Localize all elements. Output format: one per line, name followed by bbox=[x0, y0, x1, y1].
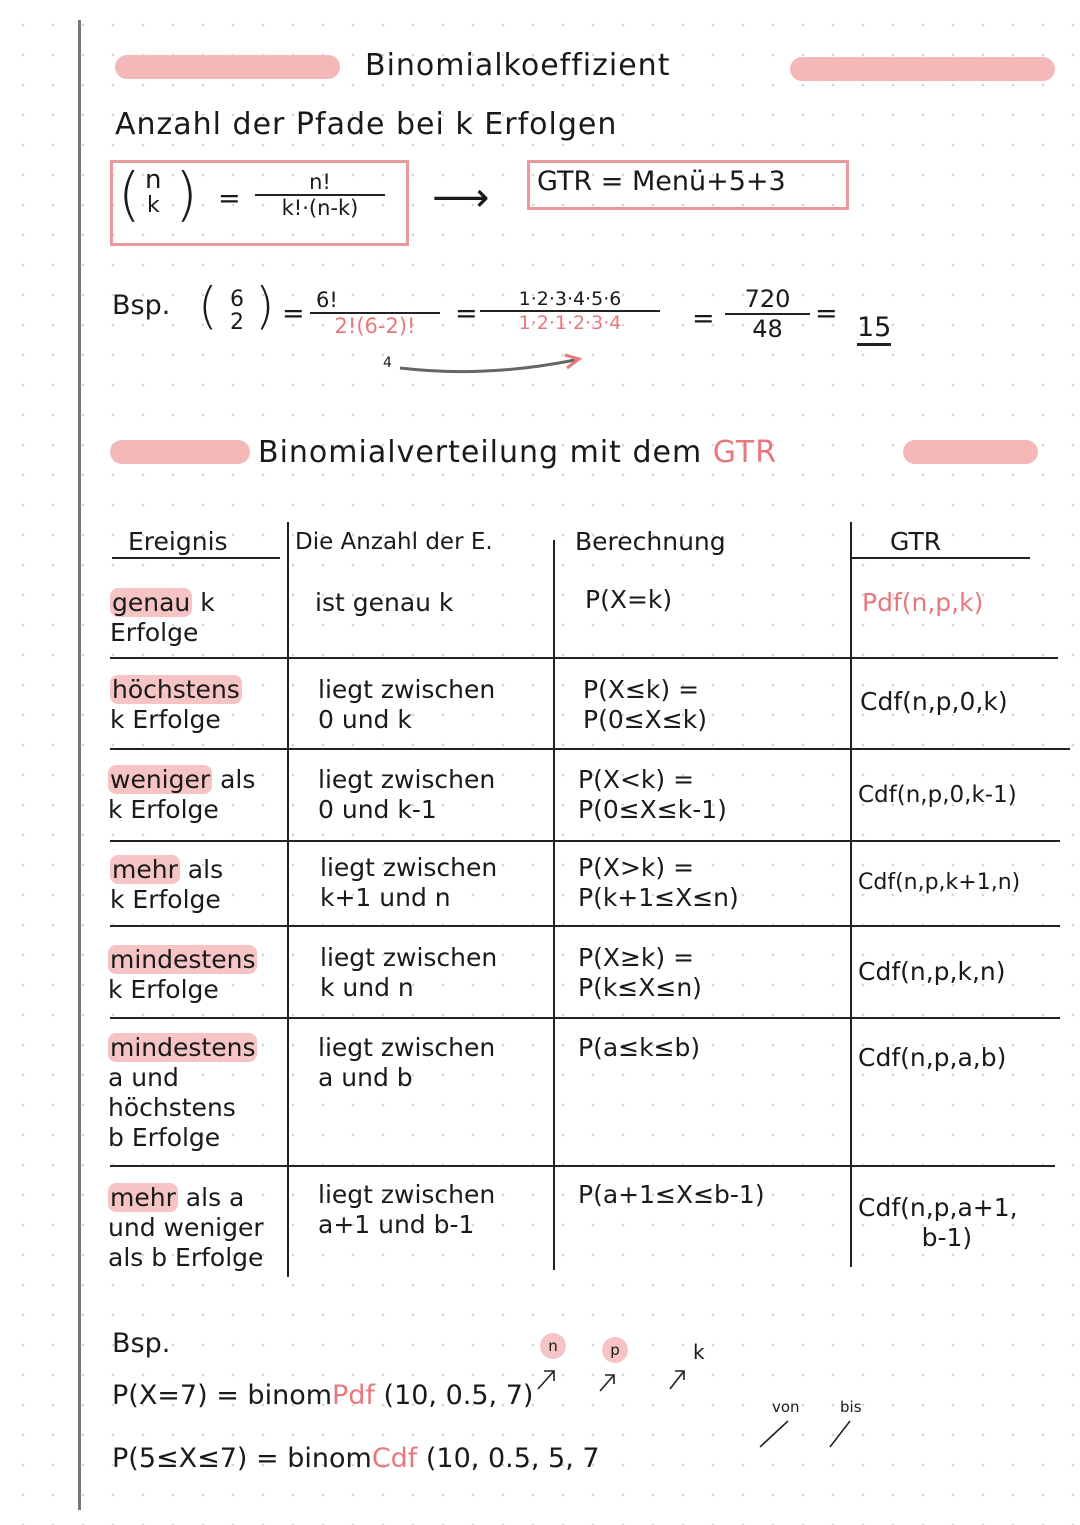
table-row-line-6 bbox=[110, 1165, 1055, 1167]
table-col-line-1 bbox=[287, 522, 289, 1277]
row4-count: liegt zwischen k+1 und n bbox=[320, 853, 498, 912]
table-header-line-left bbox=[112, 557, 280, 559]
row2-event bbox=[110, 675, 242, 735]
example2-line2-cdf: Cdf bbox=[371, 1443, 418, 1474]
example2-line1-pdf: Pdf bbox=[332, 1380, 375, 1411]
row5-count: liegt zwischen k und n bbox=[320, 943, 498, 1002]
row6-event-highlight: mindestens bbox=[110, 1033, 256, 1062]
row5-event bbox=[108, 945, 257, 1005]
row5-gtr: Cdf(n,p,k,n) bbox=[858, 957, 1006, 986]
example-label: Bsp. bbox=[112, 290, 171, 321]
ex-frac2-num: 1·2·3·4·5·6 bbox=[480, 288, 660, 312]
row3-calc: P(X<k) = P(0≤X≤k-1) bbox=[578, 765, 727, 824]
annotation-k: k bbox=[693, 1340, 705, 1364]
annotation-n: n bbox=[540, 1333, 566, 1359]
row6-event bbox=[108, 1033, 257, 1153]
table-header-anzahl: Die Anzahl der E. bbox=[295, 529, 493, 555]
annotation-lines bbox=[750, 1415, 870, 1450]
section2-title-gtr: GTR bbox=[712, 435, 778, 470]
annotation-von: von bbox=[772, 1398, 800, 1416]
example2-line2-a: P(5≤X≤7) = binom bbox=[112, 1443, 372, 1474]
row5-calc: P(X≥k) = P(k≤X≤n) bbox=[578, 943, 702, 1002]
row1-gtr: Pdf(n,p,k) bbox=[862, 588, 984, 617]
binom-n: n bbox=[145, 165, 162, 195]
row6-calc: P(a≤k≤b) bbox=[578, 1033, 701, 1062]
row7-calc: P(a+1≤X≤b-1) bbox=[578, 1180, 765, 1209]
row3-gtr: Cdf(n,p,0,k-1) bbox=[858, 782, 1017, 808]
title-highlight-left bbox=[115, 55, 340, 79]
title-highlight-right bbox=[790, 57, 1055, 81]
ex-fraction-1 bbox=[310, 288, 440, 338]
row4-gtr: Cdf(n,p,k+1,n) bbox=[858, 870, 1021, 895]
row7-count: liegt zwischen a+1 und b-1 bbox=[318, 1180, 496, 1239]
table-row-line-1 bbox=[110, 657, 1058, 659]
section2-title-main: Binomialverteilung mit dem bbox=[258, 435, 703, 470]
row7-event-rest: als a und weniger als b Erfolge bbox=[108, 1183, 264, 1272]
annotation-arrows bbox=[520, 1355, 720, 1395]
table-row-line-5 bbox=[110, 1017, 1060, 1019]
row6-gtr: Cdf(n,p,a,b) bbox=[858, 1043, 1007, 1072]
binom-close-paren: ) bbox=[175, 160, 198, 228]
example2-line1-a: P(X=7) = binom bbox=[112, 1380, 333, 1411]
row5-event-highlight: mindestens bbox=[110, 945, 256, 974]
row4-event-rest: als k Erfolge bbox=[110, 855, 224, 914]
row4-event-highlight: mehr bbox=[112, 855, 178, 884]
row2-count: liegt zwischen 0 und k bbox=[318, 675, 496, 734]
ex-binom-open-paren: ( bbox=[198, 277, 218, 335]
row1-count: ist genau k bbox=[315, 588, 454, 617]
example2-line2 bbox=[112, 1443, 600, 1474]
ex-fraction-3 bbox=[725, 285, 810, 343]
row3-event-rest: als k Erfolge bbox=[108, 765, 256, 824]
ex-equals-2: = bbox=[455, 298, 478, 329]
row2-event-rest: k Erfolge bbox=[110, 705, 221, 734]
section-title-binomialverteilung bbox=[258, 435, 777, 470]
table-col-line-2 bbox=[553, 540, 555, 1270]
table-header-ereignis: Ereignis bbox=[128, 527, 228, 556]
row6-count: liegt zwischen a und b bbox=[318, 1033, 496, 1092]
formula-denominator: k!·(n-k) bbox=[281, 196, 359, 220]
ex-result: 15 bbox=[857, 312, 891, 346]
ex-equals-1: = bbox=[282, 298, 305, 329]
subtitle-anzahl-pfade: Anzahl der Pfade bei k Erfolgen bbox=[115, 107, 618, 142]
annotation-p: p bbox=[602, 1337, 628, 1363]
ex-frac2-den: 1·2·1·2·3·4 bbox=[518, 312, 622, 334]
row2-gtr: Cdf(n,p,0,k) bbox=[860, 687, 1008, 716]
row6-event-rest: a und höchstens b Erfolge bbox=[108, 1063, 236, 1152]
ex-curved-arrow bbox=[395, 350, 595, 380]
margin-line bbox=[78, 20, 81, 1510]
row3-event-highlight: weniger bbox=[110, 765, 211, 794]
gtr-box-text: GTR = Menü+5+3 bbox=[537, 166, 786, 197]
table-header-line-right bbox=[850, 557, 1030, 559]
row1-event-rest: k Erfolge bbox=[110, 588, 215, 647]
table-row-line-2 bbox=[110, 748, 1070, 750]
binom-open-paren: ( bbox=[118, 160, 141, 228]
binom-k: k bbox=[147, 193, 160, 218]
example2-label: Bsp. bbox=[112, 1328, 171, 1359]
row7-event bbox=[108, 1183, 264, 1273]
table-row-line-4 bbox=[110, 925, 1060, 927]
section-title-binomialkoeffizient: Binomialkoeffizient bbox=[365, 48, 671, 83]
row7-gtr: Cdf(n,p,a+1, b-1) bbox=[858, 1193, 1018, 1252]
section2-highlight-right bbox=[903, 440, 1038, 464]
formula-fraction bbox=[255, 170, 385, 220]
row3-event bbox=[108, 765, 255, 825]
ex-frac3-den: 48 bbox=[752, 315, 783, 343]
ex-fraction-2 bbox=[480, 288, 660, 334]
section2-highlight-left bbox=[110, 440, 250, 464]
row4-event bbox=[110, 855, 223, 915]
row2-calc: P(X≤k) = P(0≤X≤k) bbox=[583, 675, 707, 734]
row7-event-highlight: mehr bbox=[110, 1183, 176, 1212]
table-col-line-3 bbox=[850, 522, 852, 1267]
ex-binom-6: 6 bbox=[230, 287, 244, 312]
row4-calc: P(X>k) = P(k+1≤X≤n) bbox=[578, 853, 739, 912]
ex-equals-3: = bbox=[692, 303, 715, 334]
ex-frac1-num: 6! bbox=[310, 288, 440, 314]
example2-line1 bbox=[112, 1380, 533, 1411]
row3-count: liegt zwischen 0 und k-1 bbox=[318, 765, 496, 824]
formula-equals: = bbox=[218, 183, 241, 214]
row1-calc: P(X=k) bbox=[585, 585, 673, 614]
ex-binom-close-paren: ) bbox=[255, 277, 275, 335]
ex-binom-2: 2 bbox=[230, 310, 244, 335]
row5-event-rest: k Erfolge bbox=[108, 975, 219, 1004]
row1-event bbox=[110, 588, 215, 648]
table-row-line-3 bbox=[110, 840, 1060, 842]
ex-equals-4: = bbox=[815, 298, 838, 329]
example2-line2-b: (10, 0.5, 5, 7 bbox=[417, 1443, 600, 1474]
table-header-gtr: GTR bbox=[890, 527, 942, 556]
annotation-bis: bis bbox=[840, 1398, 862, 1416]
ex-frac1-den: 2!(6-2)! bbox=[334, 314, 416, 338]
table-header-berechnung: Berechnung bbox=[575, 527, 726, 556]
arrow-to-gtr: ⟶ bbox=[432, 175, 490, 221]
ex-frac3-num: 720 bbox=[725, 285, 810, 315]
ex-under-note: 4 bbox=[383, 355, 392, 371]
row1-event-highlight: genau bbox=[112, 588, 191, 617]
formula-numerator: n! bbox=[255, 170, 385, 196]
example2-line1-b: (10, 0.5, 7) bbox=[374, 1380, 534, 1411]
row2-event-highlight: höchstens bbox=[112, 675, 240, 704]
